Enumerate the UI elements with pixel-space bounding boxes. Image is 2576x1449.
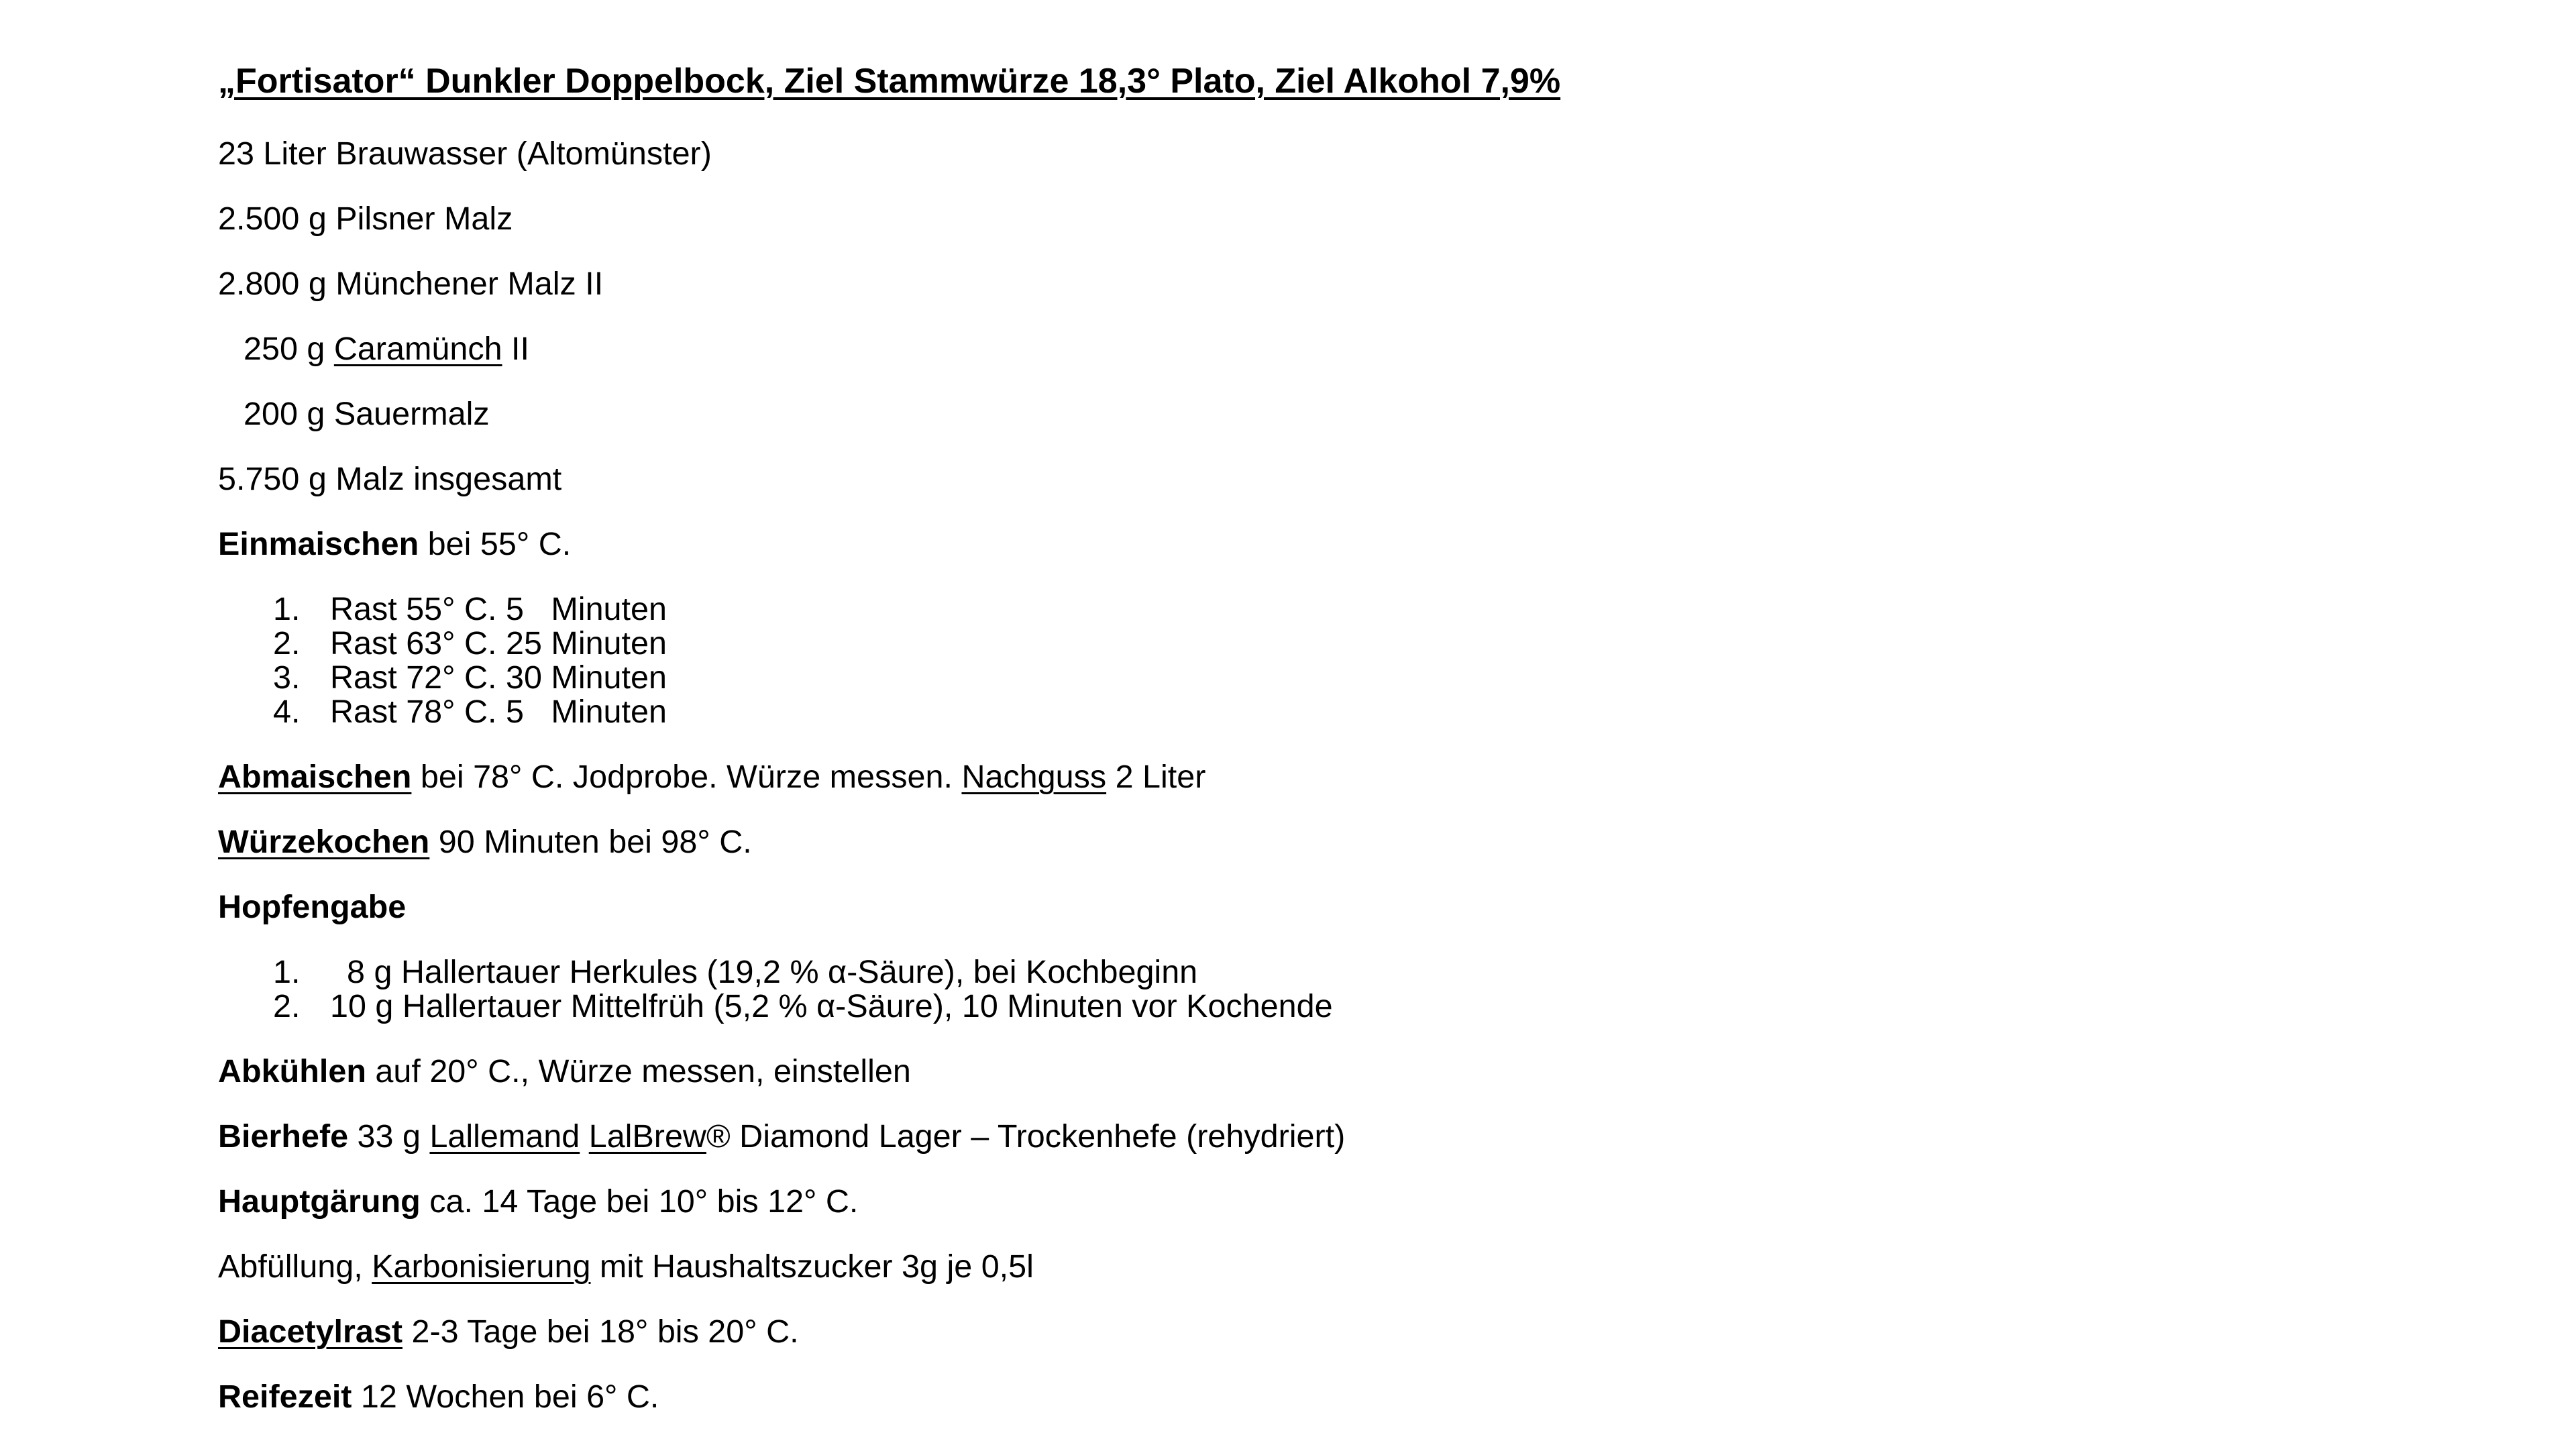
boil-label: Würzekochen [218, 824, 430, 860]
yeast-line [218, 1118, 1345, 1155]
list-item-number: 1. [273, 954, 301, 990]
maturation-text: 12 Wochen bei 6° C. [352, 1379, 659, 1415]
fermentation-text: ca. 14 Tage bei 10° bis 12° C. [420, 1183, 859, 1220]
sparge-text: 2 Liter [1106, 759, 1206, 795]
mashout-label: Abmaischen [218, 759, 412, 795]
recipe-title: „Fortisator“ Dunkler Doppelbock, Ziel Stammwürze 18,3° Plato, Ziel Alkohol 7,9% [218, 62, 1561, 101]
caramunich-name: Caramünch [333, 331, 502, 367]
diacetyl-label: Diacetylrast [218, 1313, 402, 1350]
bottling-line [218, 1248, 1034, 1285]
fermentation-label: Hauptgärung [218, 1183, 421, 1220]
cooling-label: Abkühlen [218, 1053, 366, 1089]
cooling-text: auf 20° C., Würze messen, einstellen [366, 1053, 911, 1089]
list-item-number: 1. [273, 591, 301, 627]
maturation-label: Reifezeit [218, 1379, 352, 1415]
yeast-label: Bierhefe [218, 1118, 349, 1155]
maturation-line [218, 1379, 659, 1415]
malt-sauer-line: 200 g Sauermalz [244, 396, 490, 432]
fermentation-line [218, 1183, 858, 1220]
list-item-text: Rast 78° C. 5 Minuten [330, 694, 667, 730]
list-item-text: Rast 55° C. 5 Minuten [330, 591, 667, 627]
hops-heading: Hopfengabe [218, 889, 407, 925]
water-line: 23 Liter Brauwasser (Altomünster) [218, 136, 712, 172]
caramunich-amount: 250 g [244, 331, 334, 367]
boil-text: 90 Minuten bei 98° C. [429, 824, 752, 860]
boil-line [218, 824, 752, 861]
list-item-text: 8 g Hallertauer Herkules (19,2 % α-Säure), bei Kochbeginn [347, 954, 1198, 990]
cooling-line [218, 1053, 911, 1090]
bottling-text-a: Abfüllung, [218, 1248, 372, 1285]
sparge-label: Nachguss [961, 759, 1107, 795]
mashout-line [218, 759, 1205, 796]
yeast-text-a: 33 g [348, 1118, 430, 1155]
mashout-text: bei 78° C. Jodprobe. Würze messen. [411, 759, 962, 795]
diacetyl-line [218, 1313, 799, 1350]
malt-caramunich-line [244, 331, 529, 368]
mash-text: bei 55° C. [419, 526, 572, 562]
list-item-text: Rast 63° C. 25 Minuten [330, 625, 667, 661]
list-item-number: 2. [273, 625, 301, 661]
caramunich-suffix: II [502, 331, 529, 367]
yeast-text-b [580, 1118, 588, 1155]
list-item-number: 2. [273, 988, 301, 1024]
mash-line [218, 526, 571, 563]
list-item-number: 4. [273, 694, 301, 730]
list-item-text: 10 g Hallertauer Mittelfrüh (5,2 % α-Säure), 10 Minuten vor Kochende [330, 988, 1333, 1024]
carbonation-label: Karbonisierung [372, 1248, 591, 1285]
diacetyl-text: 2-3 Tage bei 18° bis 20° C. [402, 1313, 799, 1350]
bottling-text-b: mit Haushaltszucker 3g je 0,5l [590, 1248, 1034, 1285]
yeast-brand: Lallemand [429, 1118, 580, 1155]
yeast-product: LalBrew [588, 1118, 706, 1155]
list-item-text: Rast 72° C. 30 Minuten [330, 659, 667, 696]
list-item-number: 3. [273, 659, 301, 696]
yeast-text-c: ® Diamond Lager – Trockenhefe (rehydriert) [706, 1118, 1346, 1155]
malt-total-line: 5.750 g Malz insgesamt [218, 461, 562, 497]
malt-munich-line: 2.800 g Münchener Malz II [218, 266, 604, 302]
mash-label: Einmaischen [218, 526, 419, 562]
malt-pilsner-line: 2.500 g Pilsner Malz [218, 201, 513, 237]
